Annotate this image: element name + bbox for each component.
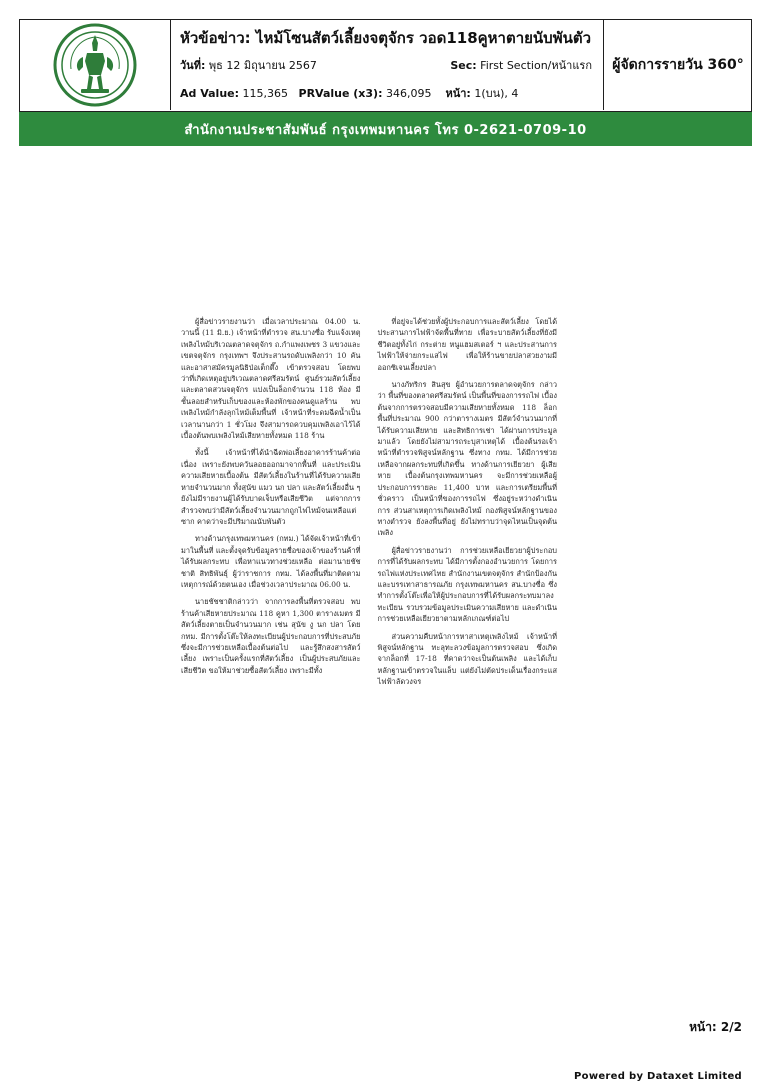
headline-text: ไหม้โซนสัตว์เลี้ยงจตุจักร วอด118คูหาตายนับพันตัว bbox=[255, 29, 592, 47]
article-paragraph: ผู้สื่อข่าวรายงานว่า การช่วยเหลือเยียวยาผู้ประกอบการที่ได้รับผลกระทบ ได้มีการตั้งกองอำนวยการ โดยการรถไฟแห่งประเทศไทย สำนักงานเขตจตุจักร สำนักป้องกันและบรรเทาสาธารณภัย กรุงเทพมหานคร สน.บางซื่อ ซึ่งทำการตั้งโต๊ะเพื่อให้ผู้ประกอบการที่ได้รับผลกระทบมาลงทะเบียน รวบรวมข้อมูลประเมินความเสียหาย และดำเนินการช่วยเหลือเยียวยาตามหลักเกณฑ์ต่อไป bbox=[377, 545, 557, 624]
article-paragraph: ที่อยู่จะได้ช่วยทั้งผู้ประกอบการและสัตว์เลี้ยง โดยได้ประสานการไฟฟ้าจัดพื้นที่ทาย เพื่อระบายสัตว์เลี้ยงที่ยังมีชีวิตอยู่ทั้งไก่ กระต่าย หนูแฮมสเตอร์ ฯ และประสานการไฟฟ้าให้จ่ายกระแสไฟ เพื่อให้ร้านขายปลาสวยงามมีออกซิเจนเลี้ยงปลา bbox=[377, 317, 557, 372]
page-number: หน้า: 2/2 bbox=[689, 1020, 742, 1034]
date-value: พุธ 12 มิถุนายน 2567 bbox=[208, 59, 317, 72]
headline bbox=[180, 26, 591, 50]
section-value: First Section/หน้าแรก bbox=[480, 59, 592, 72]
headline-label: หัวข้อข่าว: bbox=[180, 29, 251, 47]
source-name: ผู้จัดการรายวัน 360° bbox=[612, 57, 744, 73]
logo-box bbox=[20, 20, 171, 110]
contact-banner bbox=[19, 112, 752, 146]
clipping-info bbox=[170, 20, 602, 110]
value-row bbox=[180, 84, 518, 102]
section-label: Sec: bbox=[450, 59, 477, 72]
pr-value: 346,095 bbox=[385, 87, 432, 100]
article-paragraph: ส่วนความคืบหน้าการหาสาเหตุเพลิงไหม้ เจ้าหน้าที่พิสูจน์หลักฐาน ทะลุทะลวงข้อมูลการตรวจสอบ ซึ่งเกิดจากล็อกที่ 17-18 ที่คาดว่าจะเป็นต้นเพลิง และได้เก็บหลักฐานเข้าตรวจในแล็บ แต่ยังไม่ตัดประเด็นเรื่องกระแสไฟฟ้าลัดวงจร bbox=[377, 631, 557, 687]
article-paragraph: ผู้สื่อข่าวรายงานว่า เมื่อเวลาประมาณ 04.00 น. วานนี้ (11 มิ.ย.) เจ้าหน้าที่ตำรวจ สน.บางซื่อ รับแจ้งเหตุเพลิงไหม้บริเวณตลาดจตุจักร ถ.กำแพงเพชร 3 แขวงและเขตจตุจักร กรุงเทพฯ จึงประสานรถดับเพลิงกว่า 10 คัน และอาสาสมัครมูลนิธิป่อเต็กตึ๊ง เข้าตรวจสอบ โดยพบว่าที่เกิดเหตุอยู่บริเวณตลาดศรีสมรัตน์ ศูนย์รวมสัตว์เลี้ยง และตลาดสวนจตุจักร แบ่งเป็นล็อกจำนวน 118 ห้อง มีชั้นลอยสำหรับเก็บของและห้องพักของคนดูแลร้าน พบเพลิงไหม้กำลังลุกไหม้เต็มพื้นที่ เจ้าหน้าที่ระดมฉีดน้ำเป็นเวลานานกว่า 1 ชั่วโมง จึงสามารถควบคุมเพลิงเอาไว้ได้ เบื้องต้นพบเพลิงไหม้เสียหายทั้งหมด 118 ร้าน bbox=[181, 317, 361, 441]
page-label: หน้า: bbox=[445, 87, 471, 100]
page-value: 1(บน), 4 bbox=[474, 87, 519, 100]
pr-value-label: PRValue (x3): bbox=[298, 87, 383, 100]
article-paragraph: ทางด้านกรุงเทพมหานคร (กทม.) ได้จัดเจ้าหน้าที่เข้ามาในพื้นที่ และตั้งจุดรับข้อมูลรายชื่อของเจ้าของร้านค้าที่ได้รับผลกระทบ เพื่อหาแนวทางช่วยเหลือ ต่อมานายชัชชาติ สิทธิพันธุ์ ผู้ว่าราชการ กทม. ได้ลงพื้นที่มาติดตามเหตุการณ์ด้วยตนเอง เมื่อช่วงเวลาประมาณ 06.00 น. bbox=[181, 534, 361, 589]
source-box bbox=[603, 20, 752, 110]
article-clipping bbox=[181, 316, 557, 886]
ad-value: 115,365 bbox=[242, 87, 289, 100]
date-row bbox=[180, 56, 592, 74]
clipping-header bbox=[19, 19, 752, 112]
bma-seal-logo bbox=[53, 23, 137, 107]
powered-by: Powered by Dataxet Limited bbox=[574, 1071, 742, 1082]
article-paragraph: นางภัทริกร สินสุข ผู้อำนวยการตลาดจตุจักร กล่าวว่า พื้นที่ของตลาดศรีสมรัตน์ เป็นพื้นที่ของการรถไฟ เบื้องต้นจากการตรวจสอบมีความเสียหายทั้งหมด 118 ล็อก พื้นที่ประมาณ 900 กว่าตารางเมตร มีสัตว์จำนวนมากที่ได้รับความเสียหาย และสิทธิการเช่า ได้ผ่านการประมูลมาแล้ว โดยยังไม่สามารถระบุสาเหตุได้ เบื้องต้นรอเจ้าหน้าที่ตำรวจพิสูจน์หลักฐาน ซึ่งทาง กทม. ได้มีการช่วยเหลือจากผลกระทบที่เกิดขึ้น ทางด้านการเยียวยา ผู้เสียหาย เบื้องต้นกรุงเทพมหานคร จะมีการช่วยเหลือผู้ประกอบการรายละ 11,400 บาท และการเตรียมพื้นที่ชั่วคราว เป็นหน้าที่ของการรถไฟ ซึ่งอยู่ระหว่างดำเนินการ ส่วนสาเหตุการเกิดเพลิงไหม้ กองพิสูจน์หลักฐานของทางตำรวจ ยังลงพื้นที่อยู่ ยังไม่ทราบว่าจุดไหนเป็นจุดต้นเพลิง bbox=[377, 380, 557, 538]
article-paragraph: ทั้งนี้ เจ้าหน้าที่ได้นำฉีดพ่อเลี้ยงอาคารร้านค้าต่อเนื่อง เพราะยังพบควันลอยออกมาจากพื้นที่ และประเมินความเสียหายเบื้องต้น มีสัตว์เลี้ยงในร้านที่ได้รับความเสียหายจำนวนมาก ทั้งสุนัข แมว นก ปลา และสัตว์เลี้ยงอื่น ๆ ยังไม่มีรายงานผู้ได้รับบาดเจ็บหรือเสียชีวิต แต่จากการสำรวจพบว่ามีสัตว์เลี้ยงจำนวนมากถูกไฟไหม้จนเหลือแต่ซาก คาดว่าจะมีปริมาณนับพันตัว bbox=[181, 448, 361, 526]
article-column-2 bbox=[378, 316, 558, 886]
ad-value-label: Ad Value: bbox=[180, 87, 240, 100]
article-column-1 bbox=[181, 316, 361, 886]
date-label: วันที่: bbox=[180, 59, 206, 72]
article-paragraph: นายชัชชาติกล่าวว่า จากการลงพื้นที่ตรวจสอบ พบร้านค้าเสียหายประมาณ 118 คูหา 1,300 ตารางเมตร มีสัตว์เลี้ยงตายเป็นจำนวนมาก เช่น สุนัข งู นก ปลา โดย กทม. มีการตั้งโต๊ะให้ลงทะเบียนผู้ประกอบการที่ประสบภัย ซึ่งจะมีการช่วยเหลือเบื้องต้นต่อไป และรู้สึกสงสารสัตว์เลี้ยง เพราะเป็นครั้งแรกที่สัตว์เลี้ยง เป็นผู้ประสบภัยและเสียชีวิต ขอให้มาช่วยซื้อสัตว์เลี้ยง เพราะมีทั้ง bbox=[181, 597, 361, 675]
contact-banner-text: สำนักงานประชาสัมพันธ์ กรุงเทพมหานคร โทร 0-2621-0709-10 bbox=[184, 122, 587, 138]
section-info bbox=[450, 56, 592, 74]
